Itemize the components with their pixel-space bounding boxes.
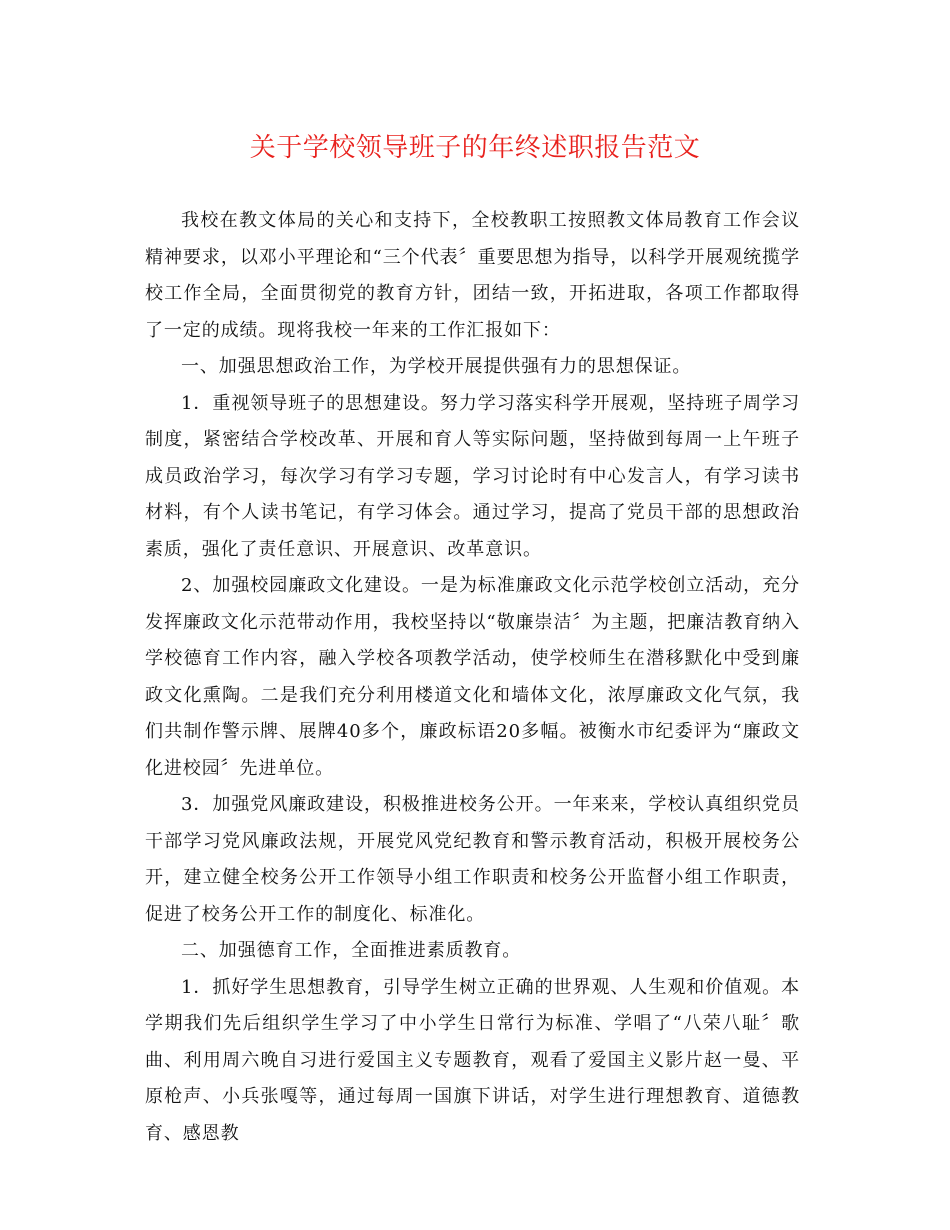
section-heading-2: 二、加强德育工作，全面推进素质教育。 <box>181 940 522 961</box>
paragraph-1-3: 3．加强党风廉政建设，积极推进校务公开。一年来来，学校认真组织党员干部学习党风廉政法规，开展党风党纪教育和警示教育活动，积极开展校务公开，建立健全校务公开工作领导小组工作职责和校务公开监督小组工作职责，促进了校务公开工作的制度化、标准化。 <box>145 794 800 925</box>
section-heading-1: 一、加强思想政治工作，为学校开展提供强有力的思想保证。 <box>181 356 692 377</box>
document-title: 关于学校领导班子的年终述职报告范文 <box>249 133 701 163</box>
document-body <box>145 203 800 1152</box>
intro-paragraph: 我校在教文体局的关心和支持下，全校教职工按照教文体局教育工作会议精神要求，以邓小平理论和“三个代表〞重要思想为指导，以科学开展观统揽学校工作全局，全面贯彻党的教育方针，团结一致，开拓进取，各项工作都取得了一定的成绩。现将我校一年来的工作汇报如下： <box>145 210 800 341</box>
paragraph-1-1: 1．重视领导班子的思想建设。努力学习落实科学开展观，坚持班子周学习制度，紧密结合学校改革、开展和育人等实际问题，坚持做到每周一上午班子成员政治学习，每次学习有学习专题，学习讨论时有中心发言人，有学习读书材料，有个人读书笔记，有学习体会。通过学习，提高了党员干部的思想政治素质，强化了责任意识、开展意识、改革意识。 <box>145 392 800 560</box>
paragraph-1-2: 2、加强校园廉政文化建设。一是为标准廉政文化示范学校创立活动，充分发挥廉政文化示范带动作用，我校坚持以“敬廉崇洁〞为主题，把廉洁教育纳入学校德育工作内容，融入学校各项教学活动，使学校师生在潜移默化中受到廉政文化熏陶。二是我们充分利用楼道文化和墙体文化，浓厚廉政文化气氛，我们共制作警示牌、展牌40多个，廉政标语20多幅。被衡水市纪委评为“廉政文化进校园〞先进单位。 <box>145 575 800 779</box>
paragraph-2-1: 1．抓好学生思想教育，引导学生树立正确的世界观、人生观和价值观。本学期我们先后组织学生学习了中小学生日常行为标准、学唱了“八荣八耻〞歌曲、利用周六晚自习进行爱国主义专题教育，观看了爱国主义影片赵一曼、平原枪声、小兵张嘎等，通过每周一国旗下讲话，对学生进行理想教育、道德教育、感恩教 <box>145 976 800 1144</box>
